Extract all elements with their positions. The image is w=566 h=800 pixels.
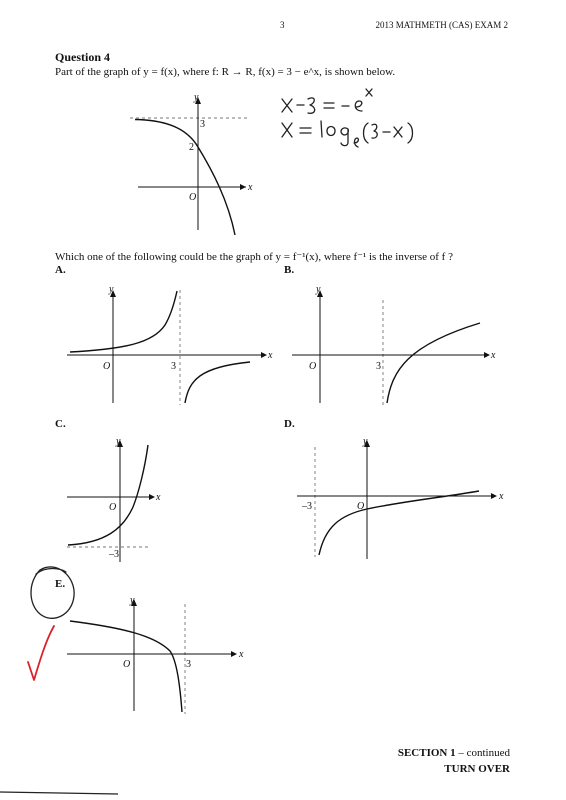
pen-stroke — [0, 786, 130, 800]
svg-text:O: O — [123, 659, 131, 670]
handwriting-line-1 — [282, 89, 372, 113]
question-stem: Part of the graph of y = f(x), where f: R → R, f(x) = 3 − e^x, is shown below. — [55, 66, 396, 78]
svg-text:x: x — [491, 350, 496, 361]
page-number: 3 — [280, 20, 285, 30]
svg-text:–3: –3 — [302, 501, 312, 512]
origin-label: O — [189, 192, 197, 203]
svg-text:O: O — [103, 361, 111, 372]
svg-text:O: O — [309, 361, 317, 372]
svg-text:O: O — [357, 501, 365, 512]
option-a-label[interactable]: A. — [55, 264, 66, 276]
svg-text:–3: –3 — [109, 549, 119, 560]
option-b-label[interactable]: B. — [284, 264, 295, 276]
svg-text:x: x — [239, 649, 244, 660]
svg-text:y: y — [109, 284, 114, 295]
svg-text:x: x — [499, 491, 504, 502]
question-title: Question 4 — [55, 50, 111, 64]
x-label: x — [248, 182, 253, 193]
handwritten-working — [270, 85, 430, 155]
svg-text:y: y — [130, 595, 135, 606]
y-label: y — [194, 92, 199, 103]
svg-text:x: x — [156, 492, 161, 503]
option-c-label[interactable]: C. — [55, 418, 66, 430]
option-a-graph[interactable] — [65, 285, 275, 405]
svg-text:O: O — [109, 502, 117, 513]
option-c-graph[interactable] — [65, 437, 175, 567]
svg-text:y: y — [316, 284, 321, 295]
tick-3: 3 — [200, 119, 205, 130]
footer-section — [398, 747, 510, 759]
option-e-label[interactable]: E. — [55, 578, 66, 590]
continued-label: – continued — [455, 747, 510, 759]
turn-over-label: TURN OVER — [444, 763, 510, 775]
exam-title: 2013 MATHMETH (CAS) EXAM 2 — [375, 20, 508, 30]
handwriting-line-2 — [282, 121, 413, 147]
tick-2: 2 — [189, 142, 194, 153]
main-graph — [130, 90, 260, 240]
option-e-graph[interactable] — [65, 596, 245, 714]
option-b-graph[interactable] — [290, 285, 500, 405]
question-ask: Which one of the following could be the graph of y = f⁻¹(x), where f⁻¹ is the inverse of f ? — [55, 251, 453, 263]
svg-text:y: y — [116, 436, 121, 447]
svg-text:3: 3 — [171, 361, 176, 372]
svg-text:x: x — [268, 350, 273, 361]
option-d-label[interactable]: D. — [284, 418, 295, 430]
red-check-mark — [22, 620, 62, 690]
svg-text:y: y — [363, 436, 368, 447]
option-d-graph[interactable] — [295, 437, 505, 567]
svg-text:3: 3 — [186, 659, 191, 670]
svg-text:3: 3 — [376, 361, 381, 372]
section-label: SECTION 1 — [397, 747, 456, 759]
f-curve — [135, 120, 235, 236]
